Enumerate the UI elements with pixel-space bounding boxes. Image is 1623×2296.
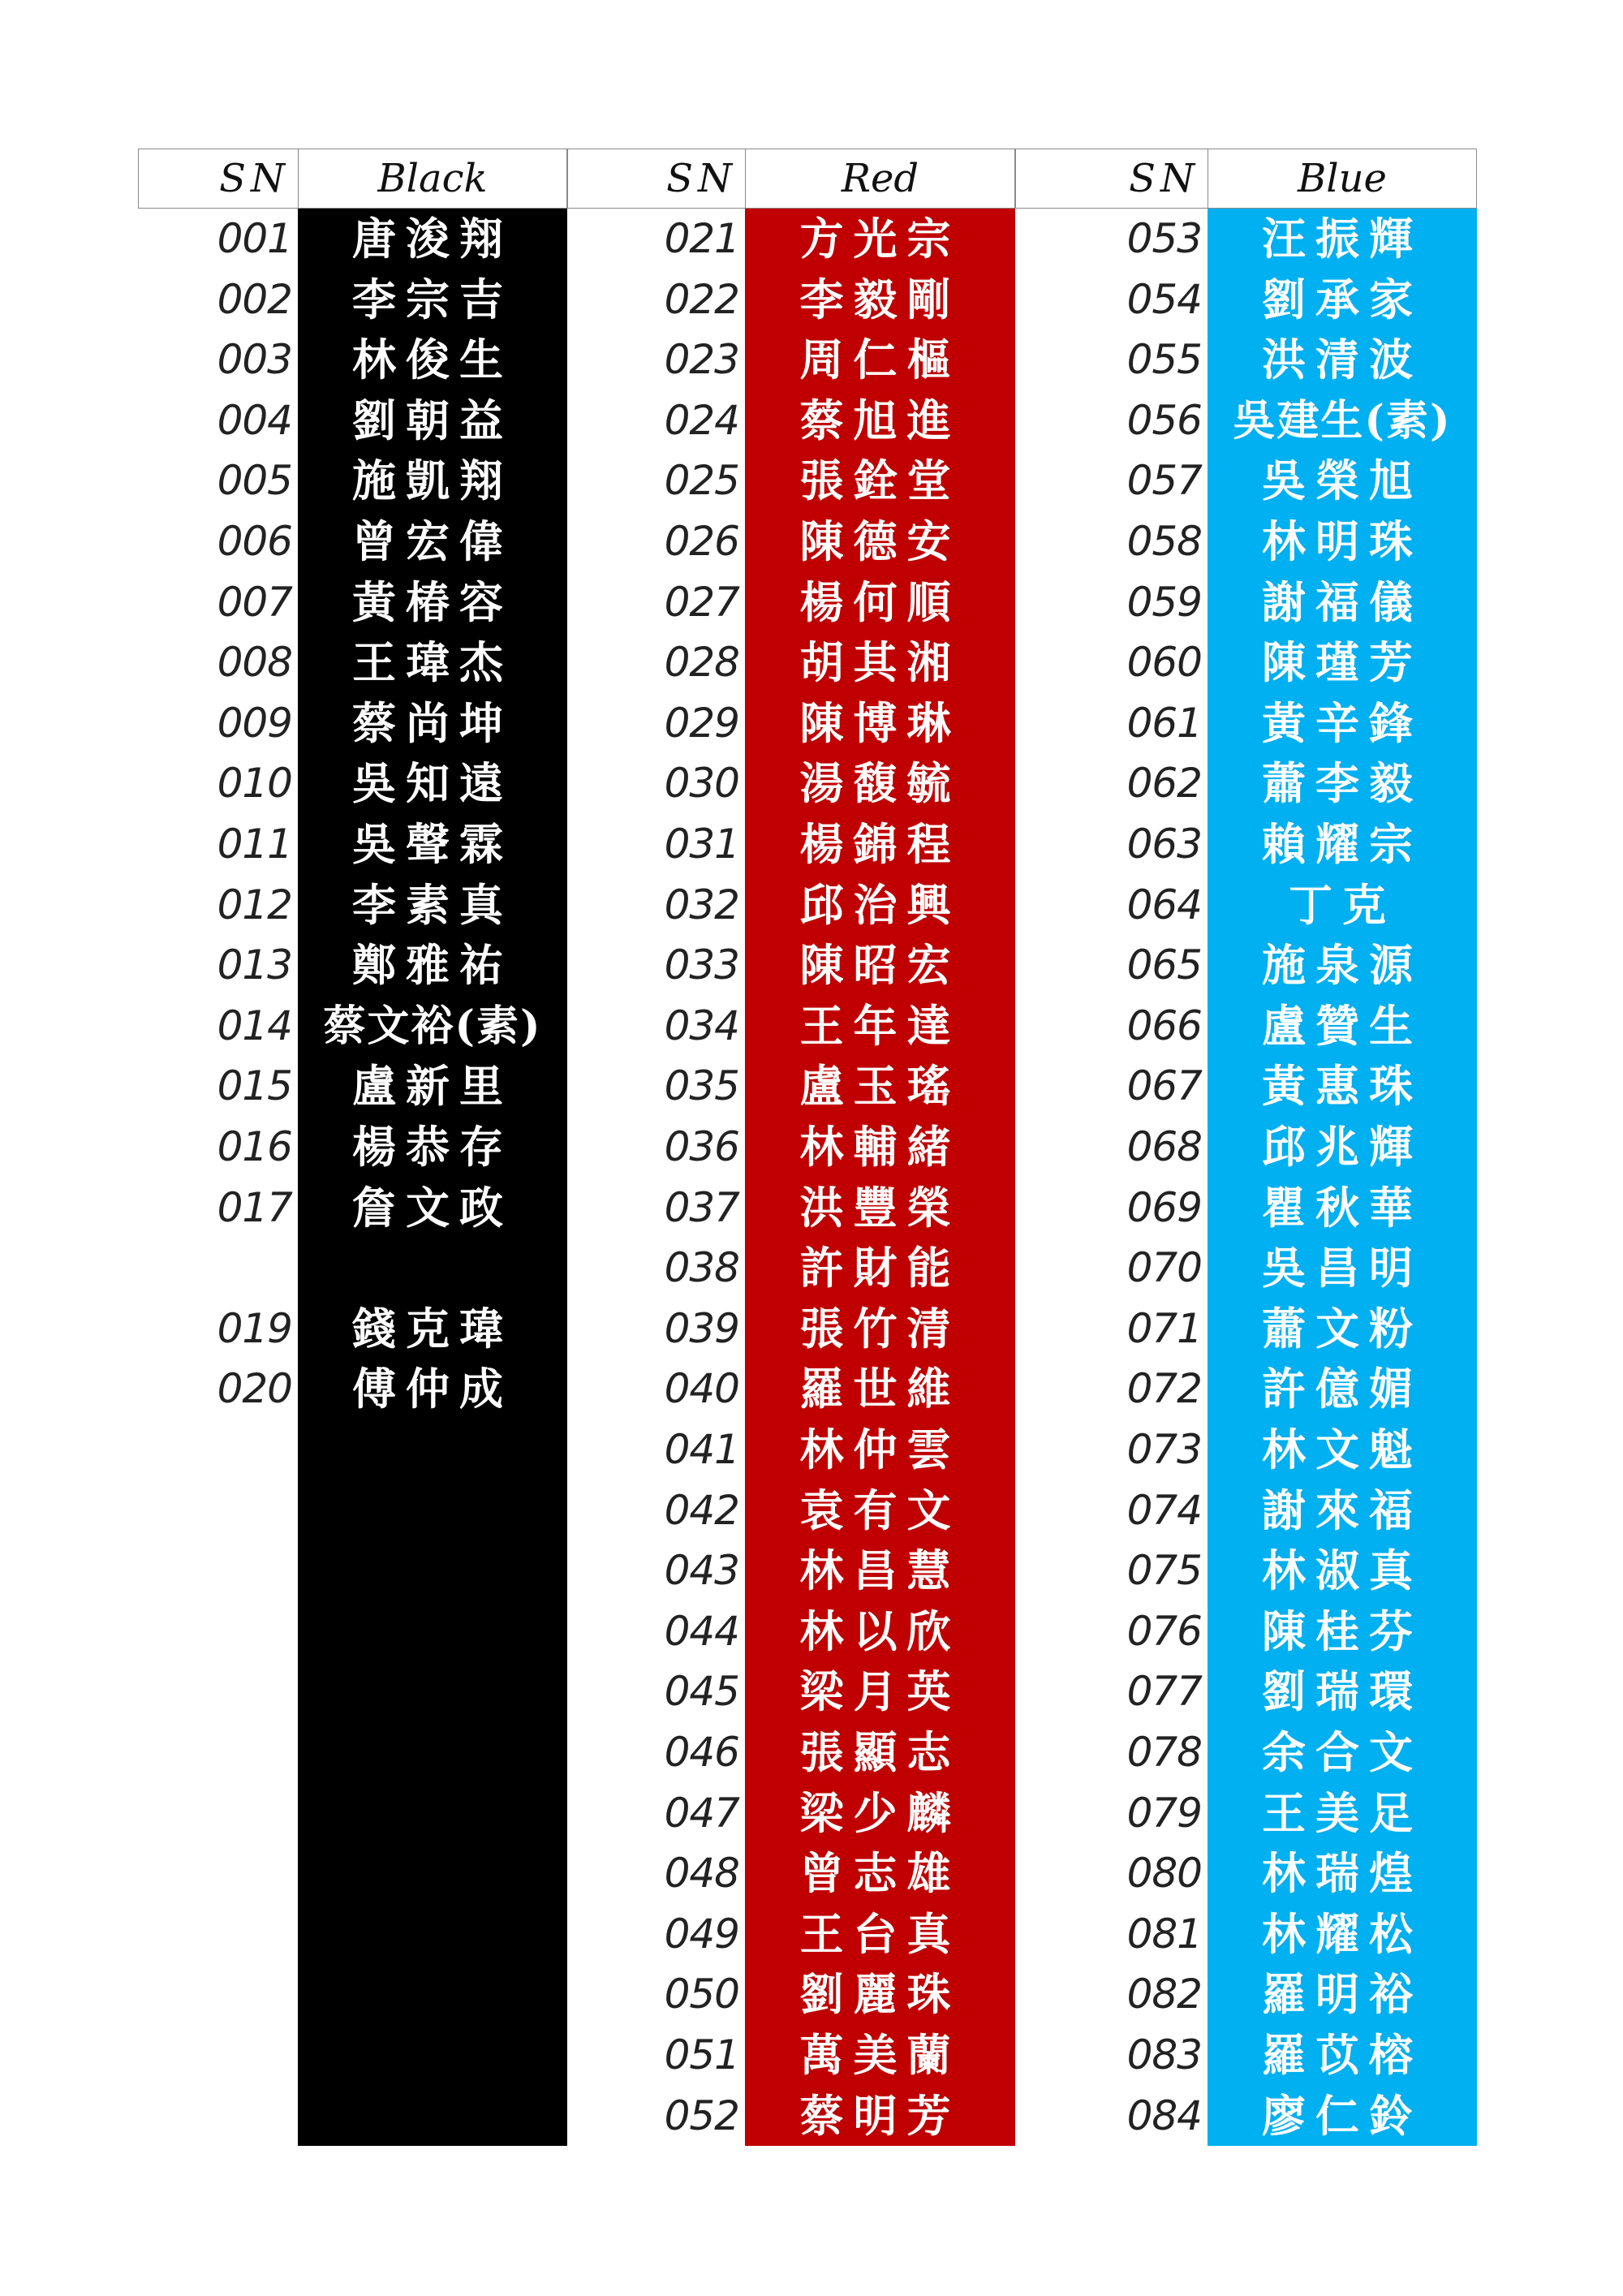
name-cell: 林瑞煌 [1262,1847,1423,1899]
sn-cell: 062 [1126,760,1202,807]
sn-cell: 053 [1126,215,1202,262]
sn-cell: 024 [664,397,739,444]
sn-cell: 014 [217,1002,292,1049]
sn-cell: 065 [1126,941,1202,989]
sn-cell: 035 [664,1062,739,1109]
name-cell: 施凱翔 [352,454,513,506]
name-cell [298,1238,567,1299]
name-cell: 蔡旭進 [799,394,961,446]
sn-cell: 064 [1126,881,1202,928]
sn-cell: 063 [1126,821,1202,868]
name-cell: 謝來福 [1262,1484,1423,1536]
sn-cell: 007 [217,579,292,626]
name-cell: 吳建生(素) [1233,396,1452,446]
name-cell: 賴耀宗 [1262,818,1423,870]
name-cell: 林以欣 [799,1605,961,1657]
name-cell: 陳德安 [799,515,961,567]
sn-cell: 051 [664,2031,739,2078]
name-cell: 劉瑞環 [1262,1665,1423,1717]
sn-cell: 050 [664,1971,739,2018]
name-cell: 盧新里 [352,1060,513,1112]
name-cell: 周仁樞 [799,334,961,386]
header-black: Black [298,149,567,209]
name-cell: 張銓堂 [799,454,961,506]
name-cell: 林文魁 [1262,1424,1423,1475]
name-cell: 李毅剛 [799,274,961,325]
sn-cell: 031 [664,821,739,868]
sn-cell: 022 [664,276,739,323]
header-sn-black: SN [138,149,299,209]
name-cell: 李素真 [352,879,513,931]
sn-cell [138,1238,292,1299]
name-cell: 梁月英 [799,1665,961,1717]
sn-cell: 037 [664,1184,739,1231]
sn-cell: 009 [217,700,292,747]
name-cell: 丁克 [1289,879,1396,931]
sn-cell: 017 [217,1184,292,1231]
name-cell: 蔡文裕(素) [323,1002,542,1051]
name-cell: 陳瑾芳 [1262,636,1423,688]
sn-cell: 077 [1126,1668,1202,1715]
name-cell: 洪清波 [1262,334,1423,386]
name-cell: 余合文 [1262,1726,1423,1778]
sn-cell: 057 [1126,457,1202,504]
sn-cell: 021 [664,215,739,262]
name-cell: 蕭李毅 [1262,757,1423,809]
sn-cell: 026 [664,518,739,565]
sn-cell: 066 [1126,1002,1202,1049]
name-cell: 傅仲成 [352,1363,513,1415]
name-cell: 楊恭存 [352,1121,513,1173]
name-cell: 吳榮旭 [1262,454,1423,506]
name-cell: 林耀松 [1262,1908,1423,1960]
name-cell: 汪振輝 [1262,213,1423,265]
name-cell: 錢克瑋 [352,1303,513,1355]
name-cell: 曾宏偉 [352,515,513,567]
sn-cell: 042 [664,1487,739,1534]
name-cell: 吳知遠 [352,757,513,809]
sn-cell: 060 [1126,639,1202,686]
name-cell: 盧玉瑤 [799,1060,961,1112]
header-sn-blue: SN [1015,149,1208,209]
sn-cell: 055 [1126,336,1202,383]
name-cell: 胡其湘 [799,636,961,688]
name-cell: 楊錦程 [799,818,961,870]
sn-cell: 071 [1126,1305,1202,1352]
name-cell: 劉朝益 [352,394,513,446]
name-cell: 林俊生 [352,334,513,386]
sn-cell: 074 [1126,1487,1202,1534]
sn-cell: 025 [664,457,739,504]
name-cell: 李宗吉 [352,274,513,325]
sn-cell: 033 [664,941,739,989]
sn-cell: 029 [664,700,739,747]
name-cell: 盧贊生 [1262,1000,1423,1052]
name-cell: 王美足 [1262,1787,1423,1839]
sn-cell: 079 [1126,1790,1202,1837]
name-cell: 邱兆輝 [1262,1121,1423,1173]
name-cell: 劉麗珠 [799,1968,961,2020]
name-cell: 吳昌明 [1262,1242,1423,1294]
sn-cell: 030 [664,760,739,807]
sn-cell: 070 [1126,1244,1202,1291]
sn-cell: 008 [217,639,292,686]
name-cell: 吳聲霖 [352,818,513,870]
header-sn-red: SN [567,149,746,209]
name-cell: 蔡明芳 [799,2090,961,2142]
sn-cell: 047 [664,1790,739,1837]
name-cell: 林輔緒 [799,1121,961,1173]
sn-cell: 069 [1126,1184,1202,1231]
sn-cell: 058 [1126,518,1202,565]
name-cell: 許財能 [799,1242,961,1294]
sn-cell: 081 [1126,1910,1202,1958]
name-cell: 王瑋杰 [352,636,513,688]
sn-cell: 073 [1126,1426,1202,1473]
sn-cell: 015 [217,1062,292,1109]
sn-cell: 028 [664,639,739,686]
sn-cell: 052 [664,2092,739,2139]
sn-cell: 043 [664,1547,739,1594]
sn-cell: 002 [217,276,292,323]
sn-cell: 032 [664,881,739,928]
header-red: Red [745,149,1015,209]
sn-cell: 020 [217,1365,292,1412]
sn-cell: 067 [1126,1062,1202,1109]
sn-cell: 068 [1126,1123,1202,1170]
sn-cell: 012 [217,881,292,928]
name-cell: 蕭文粉 [1262,1303,1423,1355]
sn-cell: 045 [664,1668,739,1715]
sn-cell: 083 [1126,2031,1202,2078]
name-cell: 陳昭宏 [799,939,961,991]
name-cell: 鄭雅祐 [352,939,513,991]
sn-cell: 010 [217,760,292,807]
name-cell: 梁少麟 [799,1787,961,1839]
name-cell: 萬美蘭 [799,2029,961,2081]
name-cell: 謝福儀 [1262,576,1423,628]
name-cell: 邱治興 [799,879,961,931]
sn-cell: 039 [664,1305,739,1352]
sn-cell: 056 [1126,397,1202,444]
sn-cell: 006 [217,518,292,565]
sn-cell: 075 [1126,1547,1202,1594]
name-cell: 王年達 [799,1000,961,1052]
name-cell: 張顯志 [799,1726,961,1778]
sn-cell: 023 [664,336,739,383]
sn-cell: 016 [217,1123,292,1170]
sn-cell: 003 [217,336,292,383]
sn-cell: 004 [217,397,292,444]
name-cell: 曾志雄 [799,1847,961,1899]
sn-cell: 080 [1126,1850,1202,1897]
sn-cell: 049 [664,1910,739,1958]
sn-cell: 046 [664,1729,739,1776]
sn-cell: 082 [1126,1971,1202,2018]
sn-cell: 040 [664,1365,739,1412]
sn-cell: 084 [1126,2092,1202,2139]
sn-cell: 048 [664,1850,739,1897]
sn-cell: 041 [664,1426,739,1473]
sn-cell: 019 [217,1305,292,1352]
name-cell: 羅明裕 [1262,1968,1423,2020]
sn-cell: 044 [664,1608,739,1655]
name-cell: 林昌慧 [799,1544,961,1596]
name-cell: 湯馥毓 [799,757,961,809]
name-cell: 蔡尚坤 [352,697,513,749]
sn-cell: 005 [217,457,292,504]
name-cell: 楊何順 [799,576,961,628]
sn-cell: 078 [1126,1729,1202,1776]
name-cell: 瞿秋華 [1262,1182,1423,1234]
name-cell: 施泉源 [1262,939,1423,991]
name-cell: 黃惠珠 [1262,1060,1423,1112]
name-cell: 陳桂芬 [1262,1605,1423,1657]
name-cell: 王台真 [799,1908,961,1960]
name-cell: 羅世維 [799,1363,961,1415]
name-cell: 方光宗 [799,213,961,265]
sn-cell: 072 [1126,1365,1202,1412]
sn-cell: 013 [217,941,292,989]
name-cell: 黃椿容 [352,576,513,628]
name-cell: 唐浚翔 [352,213,513,265]
name-cell: 劉承家 [1262,274,1423,325]
sn-cell: 036 [664,1123,739,1170]
sn-cell: 027 [664,579,739,626]
name-cell: 林淑真 [1262,1544,1423,1596]
sn-cell: 034 [664,1002,739,1049]
name-cell: 羅苡榕 [1262,2029,1423,2081]
name-cell: 許億媚 [1262,1363,1423,1415]
sn-cell: 001 [217,215,292,262]
name-cell: 詹文政 [352,1182,513,1234]
name-cell: 袁有文 [799,1484,961,1536]
sn-cell: 011 [217,821,292,868]
name-cell: 黃辛鋒 [1262,697,1423,749]
sn-cell: 054 [1126,276,1202,323]
name-cell: 林仲雲 [799,1424,961,1475]
sn-cell: 061 [1126,700,1202,747]
name-cell: 張竹清 [799,1303,961,1355]
sn-cell: 038 [664,1244,739,1291]
header-blue: Blue [1208,149,1477,209]
name-cell: 林明珠 [1262,515,1423,567]
sn-cell: 059 [1126,579,1202,626]
name-cell: 廖仁鈴 [1262,2090,1423,2142]
name-cell: 陳博琳 [799,697,961,749]
sn-cell: 076 [1126,1608,1202,1655]
name-cell: 洪豐榮 [799,1182,961,1234]
